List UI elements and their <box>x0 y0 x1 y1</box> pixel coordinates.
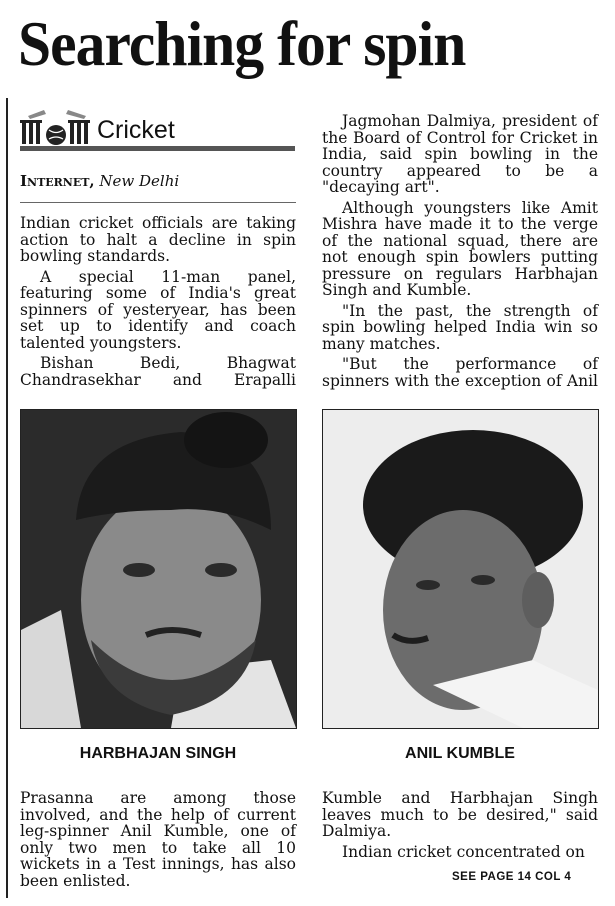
section-bar <box>20 146 295 151</box>
dateline-location: New Delhi <box>99 172 180 190</box>
paragraph: "But the performance of spinners with the exception of Anil <box>322 355 598 390</box>
photo-anil-kumble <box>322 409 599 729</box>
paragraph: Kumble and Harbhajan Singh leaves much to be desired," said Dalmiya. <box>322 789 598 840</box>
paragraph: A special 11-man panel, featuring some of India's great spinners of yesteryear, has been set up to identify and coach talented youngsters. <box>20 267 296 352</box>
paragraph: Although youngsters like Amit Mishra have made it to the verge of the national squad, there are not enough spin bowlers putting pressure on regulars Harbhajan Singh and Kumble. <box>322 198 598 299</box>
photo-caption-right: ANIL KUMBLE <box>405 745 515 762</box>
article-column-left-bottom <box>20 790 296 893</box>
paragraph: Bishan Bedi, Bhagwat Chandrasekhar and Erapalli <box>20 354 296 389</box>
cricket-logo-icon <box>20 108 94 146</box>
portrait-image <box>323 410 598 728</box>
section-header <box>20 108 295 148</box>
dateline <box>20 172 179 190</box>
section-name: Cricket <box>97 116 175 144</box>
dateline-source: Internet, <box>20 172 95 190</box>
article-column-left-top <box>20 215 296 392</box>
paragraph: "In the past, the strength of spin bowling helped India win so many matches. <box>322 301 598 353</box>
paragraph: Indian cricket concentrated on <box>342 842 585 861</box>
paragraph: Jagmohan Dalmiya, president of the Board of Control for Cricket in India, said spin bowling in the country appeared to be a "decaying art". <box>322 112 598 196</box>
article-column-right-bottom <box>322 790 598 864</box>
photo-caption-left: HARBHAJAN SINGH <box>79 745 237 762</box>
dateline-rule <box>20 202 296 203</box>
paragraph: Prasanna are among those involved, and the help of current leg-spinner Anil Kumble, one of only two men to take all 10 wickets in a Test innings, has also been enlisted. <box>20 789 296 890</box>
column-rule <box>6 98 8 898</box>
article-column-right-top <box>322 113 598 393</box>
paragraph: Indian cricket officials are taking action to halt a decline in spin bowling standards. <box>20 214 296 265</box>
photo-harbhajan-singh <box>20 409 297 729</box>
headline: Searching for spin <box>18 8 466 79</box>
portrait-image <box>21 410 296 728</box>
continued-on-page-note: SEE PAGE 14 COL 4 <box>452 871 572 883</box>
